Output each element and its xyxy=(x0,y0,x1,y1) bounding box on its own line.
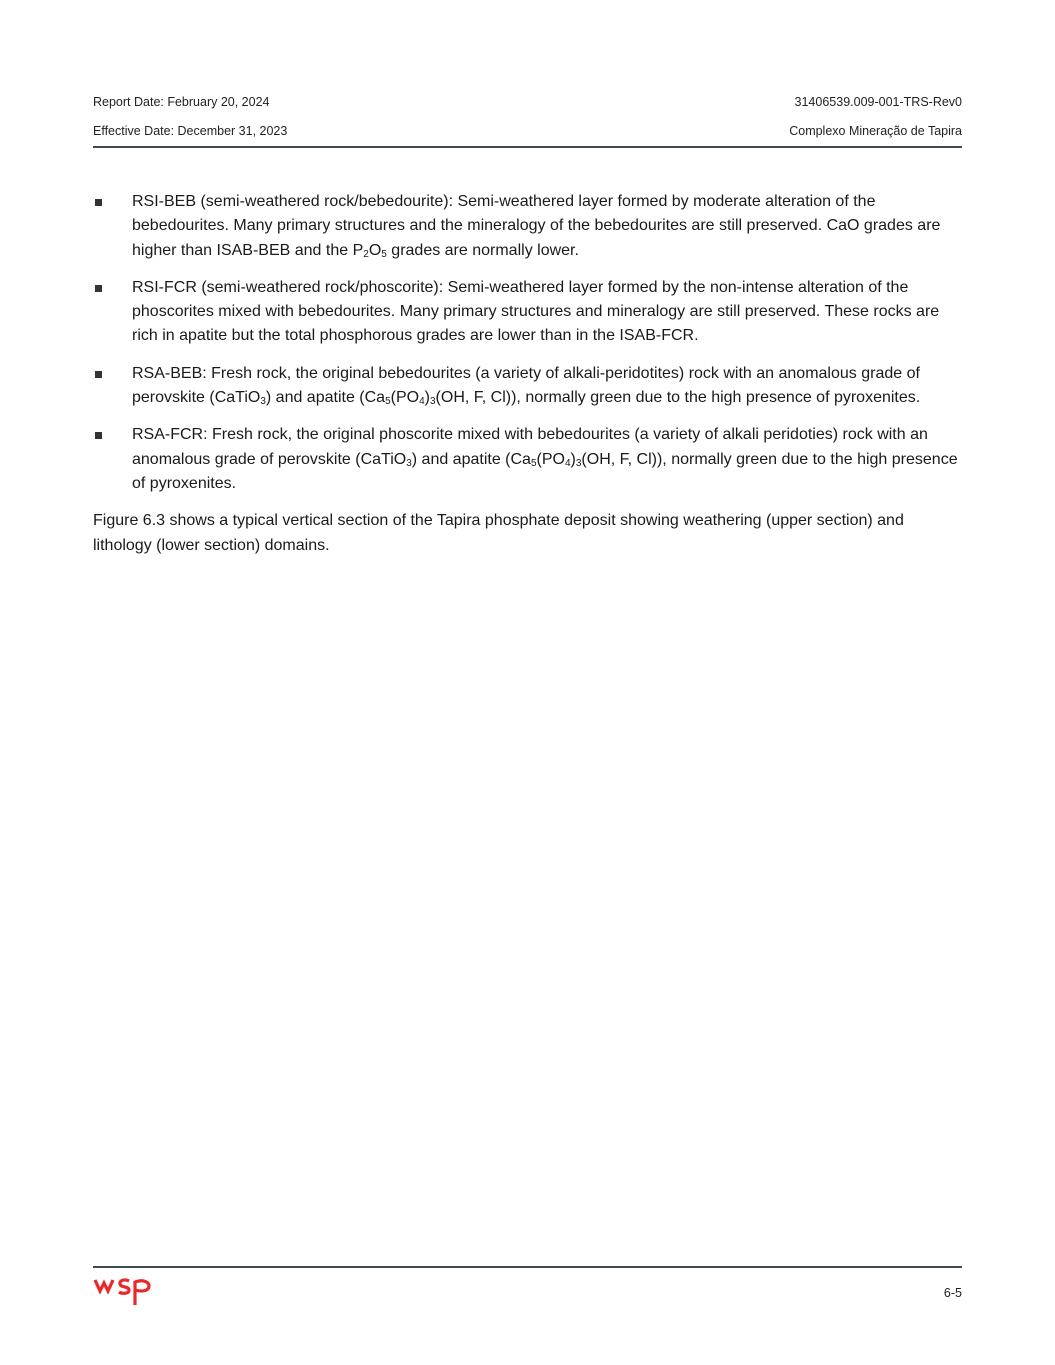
list-item-text: RSI-BEB (semi-weathered rock/bebedourite): Semi-weathered layer formed by moderate alteration of the bebedourites. Many primary structures and the mineralogy of the bebedourites are still preserved. CaO grades are higher than ISAB-BEB and the $P_2O_5$ grades are normally lower. xyxy=(132,193,941,260)
list-item-text: RSA-FCR: Fresh rock, the original phoscorite mixed with bebedourites (a variety of alkali peridoties) rock with an anomalous grade of perovskite (CaTiO$_3$) and apatite ($Ca_5(PO_4)_3(OH$, F, Cl)), normally green due to the high presence of pyroxenites. xyxy=(132,426,958,492)
project-name: Complexo Mineração de Tapira xyxy=(789,124,962,138)
bullet-list xyxy=(93,190,963,496)
list-item xyxy=(93,423,963,496)
list-item xyxy=(93,190,963,263)
list-item xyxy=(93,276,963,349)
body-paragraph: Figure 6.3 shows a typical vertical section of the Tapira phosphate deposit showing weathering (upper section) and lithology (lower section) domains. xyxy=(93,512,904,554)
header-row-top xyxy=(93,94,962,110)
square-bullet-icon xyxy=(95,285,102,292)
list-item xyxy=(93,362,963,411)
header-divider xyxy=(93,146,962,148)
wsp-logo xyxy=(93,1275,157,1309)
page-body xyxy=(93,190,963,558)
wsp-logo-icon xyxy=(93,1275,157,1309)
document-id: 31406539.009-001-TRS-Rev0 xyxy=(794,95,962,109)
square-bullet-icon xyxy=(95,432,102,439)
square-bullet-icon xyxy=(95,199,102,206)
list-item-text: RSI-FCR (semi-weathered rock/phoscorite): Semi-weathered layer formed by the non-intense alteration of the phoscorites mixed with bebedourites. Many primary structures and mineralogy are still preserved. These rocks are rich in apatite but the total phosphorous grades are lower than in the ISAB-FCR. xyxy=(132,278,940,345)
page-header xyxy=(93,89,962,149)
report-date: Report Date: February 20, 2024 xyxy=(93,95,270,109)
list-item-text: RSA-BEB: Fresh rock, the original bebedourites (a variety of alkali-peridotites) rock with an anomalous grade of perovskite (CaTiO$_3$) and apatite ($Ca_5(PO_4)_3(OH$, F, Cl)), normally green due to the high presence of pyroxenites. xyxy=(132,364,921,408)
square-bullet-icon xyxy=(95,371,102,378)
effective-date: Effective Date: December 31, 2023 xyxy=(93,124,288,138)
footer-divider xyxy=(93,1266,962,1268)
page-number: 6-5 xyxy=(943,1286,962,1300)
header-row-bottom xyxy=(93,123,962,139)
